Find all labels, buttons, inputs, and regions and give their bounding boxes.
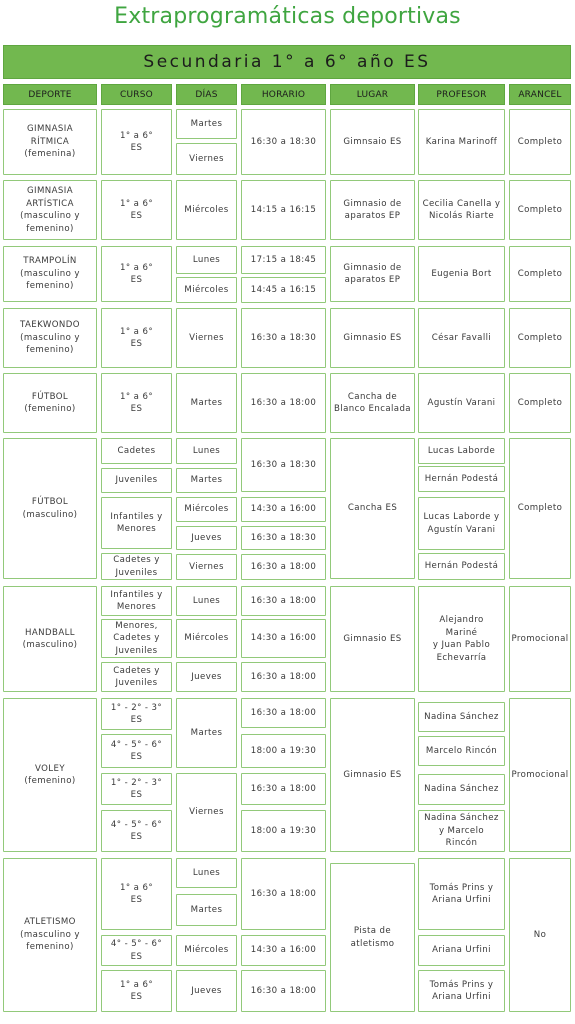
teacher-cell: Tomás Prins y Ariana Urfini bbox=[418, 858, 505, 930]
course-cell: 1° a 6° ES bbox=[101, 373, 172, 433]
location-cell: Gimnsaio ES bbox=[330, 109, 415, 175]
day-cell: Miércoles bbox=[176, 935, 237, 966]
teacher-cell: Karina Marinoff bbox=[418, 109, 505, 175]
header-curso: CURSO bbox=[101, 84, 172, 105]
location-cell: Cancha de Blanco Encalada bbox=[330, 373, 415, 433]
schedule-cell: 16:30 a 18:30 bbox=[241, 308, 326, 368]
fee-cell: No bbox=[509, 858, 571, 1012]
location-cell: Gimnasio ES bbox=[330, 308, 415, 368]
course-cell: Menores, Cadetes y Juveniles bbox=[101, 619, 172, 658]
course-cell: 4° - 5° - 6° ES bbox=[101, 734, 172, 768]
day-cell: Viernes bbox=[176, 554, 237, 580]
teacher-cell: Cecilia Canella y Nicolás Riarte bbox=[418, 180, 505, 240]
schedule-cell: 16:30 a 18:30 bbox=[241, 526, 326, 550]
schedule-cell: 16:30 a 18:00 bbox=[241, 373, 326, 433]
sport-name: FÚTBOL (masculino) bbox=[3, 438, 97, 579]
teacher-cell: Nadina Sánchez bbox=[418, 702, 505, 732]
course-cell: 1° - 2° - 3° ES bbox=[101, 698, 172, 730]
teacher-cell: César Favalli bbox=[418, 308, 505, 368]
page-title: Extraprogramáticas deportivas bbox=[114, 4, 461, 29]
course-cell: 1° a 6° ES bbox=[101, 109, 172, 175]
schedule-cell: 18:00 a 19:30 bbox=[241, 734, 326, 768]
course-cell: Cadetes bbox=[101, 438, 172, 464]
schedule-cell: 16:30 a 18:00 bbox=[241, 586, 326, 616]
day-cell: Jueves bbox=[176, 970, 237, 1012]
teacher-cell: Alejandro Mariné y Juan Pablo Echevarría bbox=[418, 586, 505, 692]
schedule-cell: 16:30 a 18:00 bbox=[241, 773, 326, 805]
sport-name: GIMNASIA RÍTMICA (femenina) bbox=[3, 109, 97, 175]
fee-cell: Promocional bbox=[509, 698, 571, 852]
schedule-cell: 16:30 a 18:00 bbox=[241, 858, 326, 930]
fee-cell: Promocional bbox=[509, 586, 571, 692]
schedule-cell: 14:30 a 16:00 bbox=[241, 497, 326, 522]
sport-name: TRAMPOLÍN (masculino y femenino) bbox=[3, 246, 97, 302]
course-cell: Infantiles y Menores bbox=[101, 497, 172, 549]
day-cell: Lunes bbox=[176, 438, 237, 464]
course-cell: 1° - 2° - 3° ES bbox=[101, 773, 172, 805]
day-cell: Miércoles bbox=[176, 497, 237, 522]
day-cell: Jueves bbox=[176, 526, 237, 550]
day-cell: Lunes bbox=[176, 858, 237, 888]
sport-name: ATLETISMO (masculino y femenino) bbox=[3, 858, 97, 1012]
location-cell: Gimnasio ES bbox=[330, 698, 415, 852]
schedule-cell: 16:30 a 18:00 bbox=[241, 662, 326, 692]
teacher-cell: Tomás Prins y Ariana Urfini bbox=[418, 970, 505, 1012]
course-cell: 1° a 6° ES bbox=[101, 308, 172, 368]
header-horario: HORARIO bbox=[241, 84, 326, 105]
day-cell: Martes bbox=[176, 468, 237, 493]
day-cell: Lunes bbox=[176, 586, 237, 616]
day-cell: Viernes bbox=[176, 143, 237, 175]
header-deporte: DEPORTE bbox=[3, 84, 97, 105]
location-cell: Gimnasio de aparatos EP bbox=[330, 246, 415, 302]
schedule-cell: 16:30 a 18:30 bbox=[241, 438, 326, 492]
schedule-cell: 16:30 a 18:00 bbox=[241, 698, 326, 728]
schedule-cell: 14:30 a 16:00 bbox=[241, 935, 326, 966]
course-cell: 1° a 6° ES bbox=[101, 858, 172, 930]
day-cell: Miércoles bbox=[176, 277, 237, 303]
schedule-cell: 14:30 a 16:00 bbox=[241, 619, 326, 658]
header-profesor: PROFESOR bbox=[418, 84, 505, 105]
schedule-cell: 14:15 a 16:15 bbox=[241, 180, 326, 240]
course-cell: 1° a 6° ES bbox=[101, 970, 172, 1012]
schedule-cell: 14:45 a 16:15 bbox=[241, 277, 326, 303]
fee-cell: Completo bbox=[509, 109, 571, 175]
schedule-cell: 16:30 a 18:00 bbox=[241, 554, 326, 580]
day-cell: Martes bbox=[176, 373, 237, 433]
header-dias: DÍAS bbox=[176, 84, 237, 105]
section-banner: Secundaria 1° a 6° año ES bbox=[3, 45, 571, 79]
course-cell: 4° - 5° - 6° ES bbox=[101, 810, 172, 852]
teacher-cell: Nadina Sánchez y Marcelo Rincón bbox=[418, 810, 505, 852]
course-cell: Cadetes y Juveniles bbox=[101, 553, 172, 580]
day-cell: Viernes bbox=[176, 773, 237, 852]
teacher-cell: Lucas Laborde bbox=[418, 438, 505, 464]
fee-cell: Completo bbox=[509, 180, 571, 240]
course-cell: Juveniles bbox=[101, 468, 172, 493]
schedule-cell: 16:30 a 18:30 bbox=[241, 109, 326, 175]
fee-cell: Completo bbox=[509, 246, 571, 302]
course-cell: Cadetes y Juveniles bbox=[101, 662, 172, 692]
location-cell: Pista de atletismo bbox=[330, 863, 415, 1012]
teacher-cell: Lucas Laborde y Agustín Varani bbox=[418, 497, 505, 550]
schedule-cell: 16:30 a 18:00 bbox=[241, 970, 326, 1012]
day-cell: Martes bbox=[176, 109, 237, 139]
course-cell: Infantiles y Menores bbox=[101, 586, 172, 616]
sport-name: TAEKWONDO (masculino y femenino) bbox=[3, 308, 97, 368]
course-cell: 1° a 6° ES bbox=[101, 246, 172, 302]
teacher-cell: Eugenia Bort bbox=[418, 246, 505, 302]
schedule-cell: 17:15 a 18:45 bbox=[241, 246, 326, 274]
teacher-cell: Hernán Podestá bbox=[418, 466, 505, 492]
location-cell: Cancha ES bbox=[330, 438, 415, 579]
schedule-cell: 18:00 a 19:30 bbox=[241, 810, 326, 852]
day-cell: Miércoles bbox=[176, 180, 237, 240]
fee-cell: Completo bbox=[509, 373, 571, 433]
day-cell: Lunes bbox=[176, 246, 237, 274]
teacher-cell: Agustín Varani bbox=[418, 373, 505, 433]
teacher-cell: Nadina Sánchez bbox=[418, 774, 505, 805]
teacher-cell: Hernán Podestá bbox=[418, 553, 505, 580]
fee-cell: Completo bbox=[509, 438, 571, 579]
location-cell: Gimnasio de aparatos EP bbox=[330, 180, 415, 240]
course-cell: 1° a 6° ES bbox=[101, 180, 172, 240]
day-cell: Miércoles bbox=[176, 619, 237, 658]
header-arancel: ARANCEL bbox=[509, 84, 571, 105]
teacher-cell: Marcelo Rincón bbox=[418, 736, 505, 766]
course-cell: 4° - 5° - 6° ES bbox=[101, 935, 172, 966]
location-cell: Gimnasio ES bbox=[330, 586, 415, 692]
day-cell: Jueves bbox=[176, 662, 237, 692]
fee-cell: Completo bbox=[509, 308, 571, 368]
day-cell: Martes bbox=[176, 894, 237, 926]
sport-name: GIMNASIA ARTÍSTICA (masculino y femenino) bbox=[3, 180, 97, 240]
sport-name: VOLEY (femenino) bbox=[3, 698, 97, 852]
day-cell: Martes bbox=[176, 698, 237, 768]
teacher-cell: Ariana Urfini bbox=[418, 935, 505, 966]
sport-name: FÚTBOL (femenino) bbox=[3, 373, 97, 433]
sport-name: HANDBALL (masculino) bbox=[3, 586, 97, 692]
header-lugar: LUGAR bbox=[330, 84, 415, 105]
day-cell: Viernes bbox=[176, 308, 237, 368]
